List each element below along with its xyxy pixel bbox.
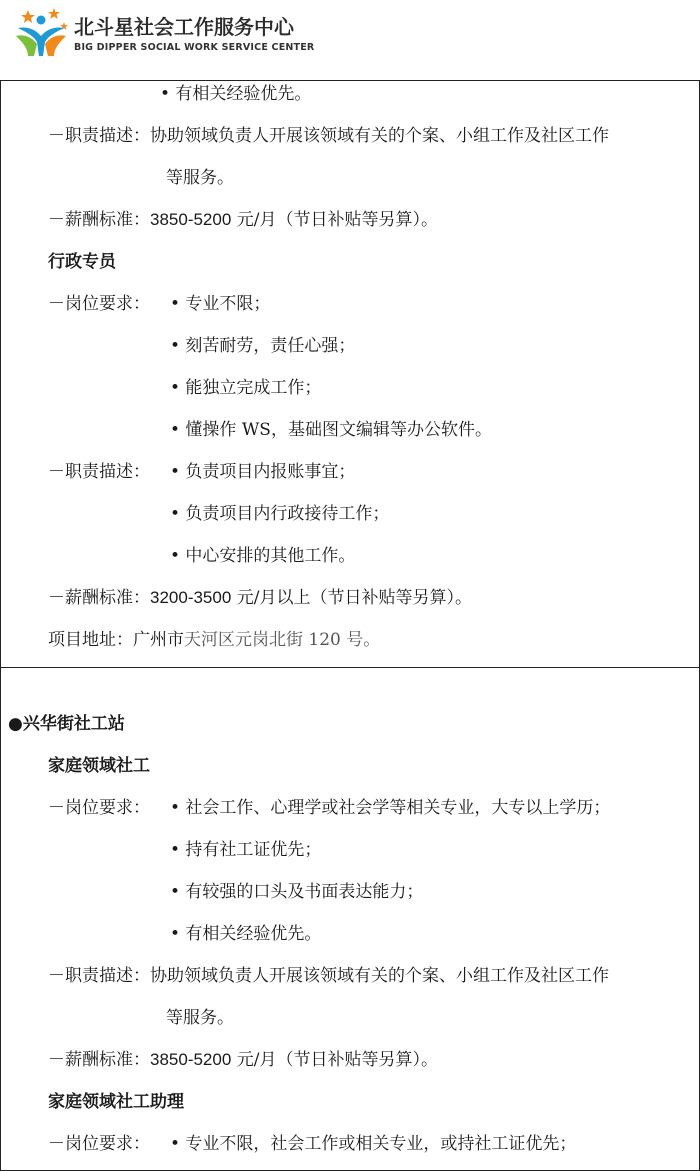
requirement-item: • 社会工作、心理学或社会学等相关专业，大专以上学历； [170,798,611,818]
requirement-item: • 持有社工证优先； [170,840,322,860]
station-title: ●兴华街社工站 [8,714,125,734]
salary-label: －薪酬标准： [48,588,150,608]
page-header [0,0,700,80]
salary-range: 3850-5200 [150,210,232,229]
project-address [48,630,380,650]
duty-item: • 负责项目内行政接待工作； [170,504,390,524]
salary-line [48,210,438,230]
duty-description: －职责描述：协助领域负责人开展该领域有关的个案、小组工作及社区工作 [48,966,609,986]
org-name-en: BIG DIPPER SOCIAL WORK SERVICE CENTER [74,42,315,53]
duty-description-cont: 等服务。 [166,168,234,188]
address-value: 天河区元岗北街 120 号。 [184,630,381,650]
job-section-1 [0,80,700,668]
requirement-item: • 有相关经验优先。 [170,924,322,944]
job-title: 家庭领域社工助理 [48,1092,184,1112]
job-title: 家庭领域社工 [48,756,150,776]
salary-unit: 元/月（节日补贴等另算）。 [231,1050,438,1070]
org-name-cn: 北斗星社会工作服务中心 [74,15,294,39]
star-people-logo-icon [14,6,68,58]
duty-item: • 负责项目内报账事宜； [170,462,356,482]
requirement-item: • 专业不限，社会工作或相关专业，或持社工证优先； [170,1134,577,1154]
salary-range: 3850-5200 [150,1050,232,1069]
requirement-item: • 专业不限； [170,294,271,314]
duty-description: －职责描述：协助领域负责人开展该领域有关的个案、小组工作及社区工作 [48,126,609,146]
requirement-label: －岗位要求： [48,1134,150,1154]
salary-label: －薪酬标准： [48,1050,150,1070]
requirement-label: －岗位要求： [48,798,150,818]
duty-label: －职责描述： [48,462,150,482]
duty-item: • 中心安排的其他工作。 [170,546,356,566]
requirement-item: • 有较强的口头及书面表达能力； [170,882,424,902]
salary-label: －薪酬标准： [48,210,150,230]
salary-unit: 元/月（节日补贴等另算）。 [231,210,438,230]
requirement-label: －岗位要求： [48,294,150,314]
job-title: 行政专员 [48,252,116,272]
salary-unit: 元/月以上（节日补贴等另算）。 [231,588,472,608]
salary-line [48,1050,438,1070]
address-label: 项目地址：广州市 [48,630,184,650]
duty-description-cont: 等服务。 [166,1008,234,1028]
requirement-item: • 能独立完成工作； [170,378,322,398]
salary-range: 3200-3500 [150,588,232,607]
salary-line [48,588,472,608]
requirement-item: • 懂操作 WS，基础图文编辑等办公软件。 [170,420,492,440]
requirement-item: • 有相关经验优先。 [160,84,312,104]
requirement-item: • 刻苦耐劳，责任心强； [170,336,356,356]
